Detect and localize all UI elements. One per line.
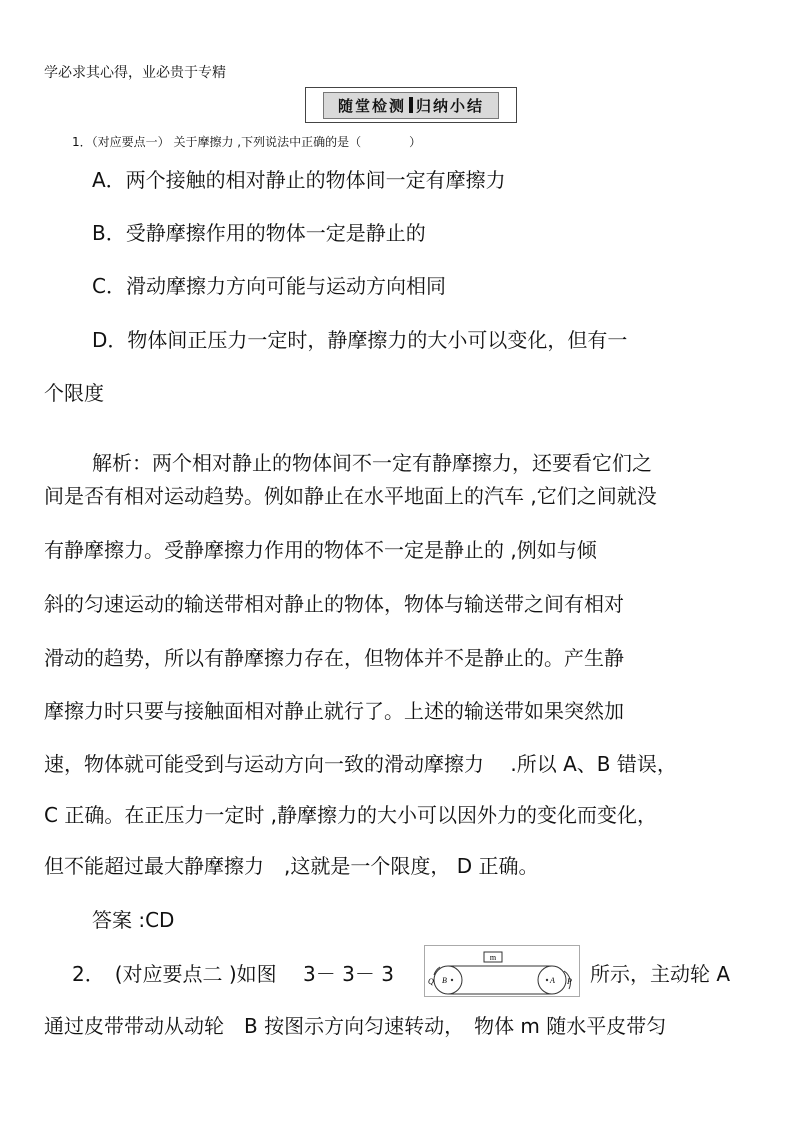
question2-line1-suffix: 所示，主动轮 A — [590, 962, 731, 986]
wheel-b-axle — [451, 979, 453, 981]
label-p: P — [567, 977, 572, 986]
analysis-line: 滑动的趋势，所以有静摩擦力存在，但物体并不是静止的。产生静 — [44, 646, 624, 670]
analysis-line: 解析：两个相对静止的物体间不一定有静摩擦力，还要看它们之 — [92, 451, 652, 475]
section-banner — [305, 87, 517, 123]
analysis-line: 摩擦力时只要与接触面相对静止就行了。上述的输送带如果突然加 — [44, 699, 624, 723]
answer-line: 答案 :CD — [92, 908, 175, 932]
page-motto: 学必求其心得，业必贵于专精 — [44, 65, 226, 81]
conveyor-figure — [424, 945, 580, 997]
mass-label: m — [489, 953, 497, 962]
analysis-line: 间是否有相对运动趋势。例如静止在水平地面上的汽车 ,它们之间就没 — [44, 484, 657, 508]
question2-line2: 通过皮带带动从动轮 B 按图示方向匀速转动， 物体 m 随水平皮带匀 — [44, 1014, 667, 1038]
analysis-line: 速，物体就可能受到与运动方向一致的滑动摩擦力 .所以 A、B 错误， — [44, 752, 677, 776]
option-b: B．受静摩擦作用的物体一定是静止的 — [92, 221, 426, 245]
banner-divider-icon — [409, 97, 413, 113]
wheel-a-axle — [546, 979, 548, 981]
question2-line1-prefix: 2． (对应要点二 )如图 3－ 3－ 3 — [72, 962, 394, 986]
label-b: B — [442, 976, 447, 985]
analysis-line: C 正确。在正压力一定时 ,静摩擦力的大小可以因外力的变化而变化， — [44, 803, 658, 827]
question1-stem: 1．（对应要点一） 关于摩擦力 ,下列说法中正确的是（ ） — [72, 135, 422, 149]
banner-right-label: 归纳小结 — [416, 96, 485, 115]
analysis-line: 有静摩擦力。受静摩擦力作用的物体不一定是静止的 ,例如与倾 — [44, 538, 597, 562]
label-q: Q — [428, 977, 434, 986]
option-d-line1: D．物体间正压力一定时，静摩擦力的大小可以变化，但有一 — [92, 328, 628, 352]
analysis-line: 斜的匀速运动的输送带相对静止的物体，物体与输送带之间有相对 — [44, 592, 624, 616]
section-banner-inner — [323, 92, 499, 119]
label-a: A — [550, 976, 555, 985]
analysis-line: 但不能超过最大静摩擦力 ,这就是一个限度， D 正确。 — [44, 854, 539, 878]
option-d-line2: 个限度 — [44, 381, 104, 405]
option-c: C．滑动摩擦力方向可能与运动方向相同 — [92, 274, 446, 298]
banner-left-label: 随堂检测 — [337, 96, 406, 115]
option-a: A．两个接触的相对静止的物体间一定有摩擦力 — [92, 168, 506, 192]
